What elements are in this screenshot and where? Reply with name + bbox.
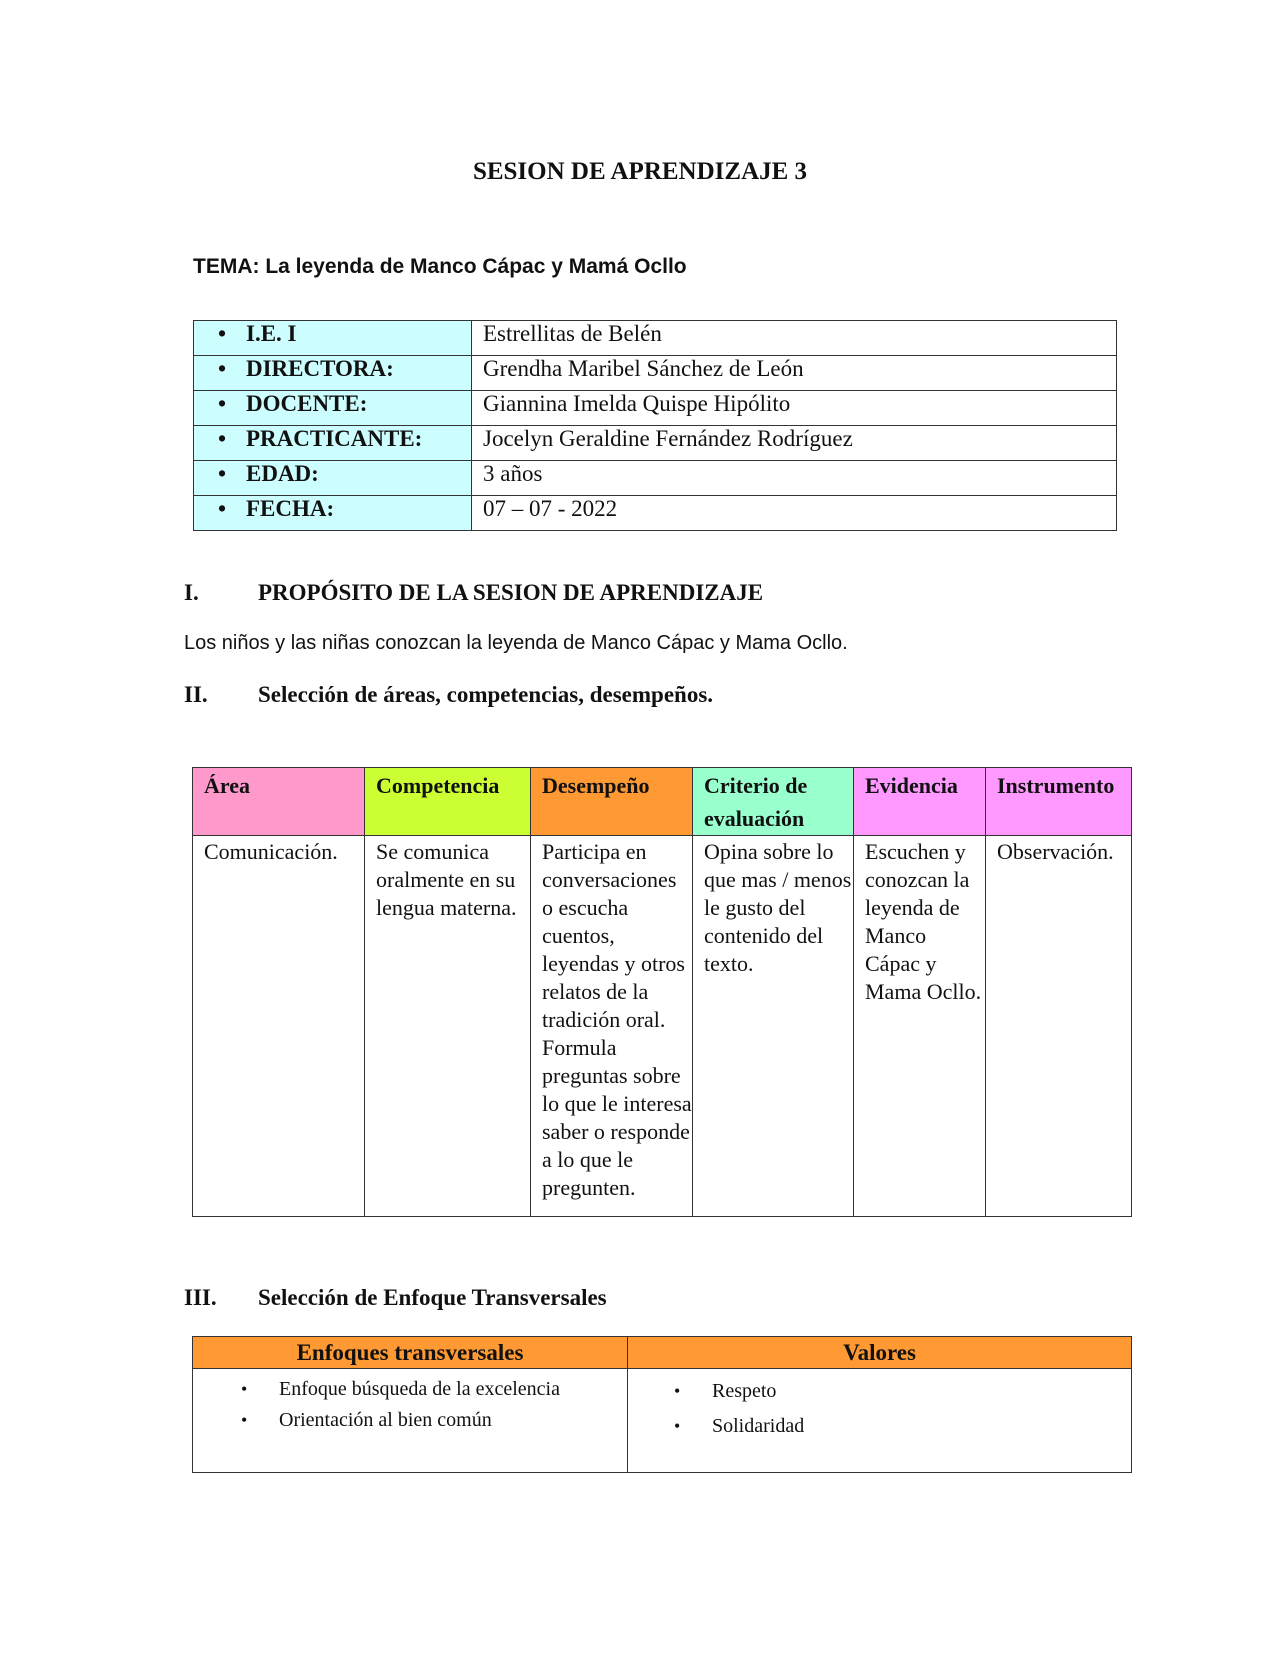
info-row	[194, 391, 1117, 426]
info-label: DIRECTORA:	[246, 356, 394, 381]
info-value: Jocelyn Geraldine Fernández Rodríguez	[472, 426, 1117, 461]
section-number: I.	[184, 580, 199, 605]
info-label: DOCENTE:	[246, 391, 368, 416]
info-row	[194, 321, 1117, 356]
bullet-icon: •	[241, 1379, 248, 1399]
enfoques-table	[192, 1336, 1132, 1473]
cell-evidencia: Escuchen y conozcan la leyenda de Manco Cápac y Mama Ocllo.	[854, 836, 986, 1217]
list-item	[241, 1375, 627, 1404]
cell-enfoques	[193, 1369, 628, 1473]
bullet-icon: •	[218, 426, 227, 451]
info-value: Giannina Imelda Quispe Hipólito	[472, 391, 1117, 426]
list-item-text: Enfoque búsqueda de la excelencia	[279, 1378, 560, 1400]
tema-heading: TEMA: La leyenda de Manco Cápac y Mamá Ocllo	[193, 255, 687, 278]
info-label-cell	[194, 496, 472, 531]
bullet-icon: •	[218, 496, 227, 521]
list-item	[674, 1409, 1131, 1444]
document-title: SESION DE APRENDIZAJE 3	[472, 158, 808, 185]
info-label-cell	[194, 321, 472, 356]
section-title: Selección de Enfoque Transversales	[258, 1285, 607, 1310]
cell-desempeno: Participa en conversaciones o escucha cuentos, leyendas y otros relatos de la tradición oral. Formula preguntas sobre lo que le interesa saber o responde a lo que le pregunten.	[531, 836, 693, 1217]
section-number: III.	[184, 1285, 217, 1310]
list-item-text: Orientación al bien común	[279, 1409, 492, 1431]
enfoques-list	[193, 1369, 627, 1435]
table-row	[193, 1369, 1132, 1473]
info-label-cell	[194, 461, 472, 496]
table-header-row	[193, 768, 1132, 836]
valores-list	[628, 1369, 1131, 1444]
bullet-icon: •	[218, 321, 227, 346]
info-label-cell	[194, 426, 472, 461]
section-title: Selección de áreas, competencias, desempeños.	[258, 682, 714, 707]
header-area: Área	[193, 768, 365, 836]
cell-criterio: Opina sobre lo que mas / menos le gusto del contenido del texto.	[693, 836, 854, 1217]
list-item-text: Respeto	[712, 1380, 777, 1402]
info-row	[194, 461, 1117, 496]
info-label-cell	[194, 356, 472, 391]
bullet-icon: •	[218, 391, 227, 416]
info-label: FECHA:	[246, 496, 335, 521]
info-value: 3 años	[472, 461, 1117, 496]
info-table	[193, 320, 1117, 531]
info-value: Grendha Maribel Sánchez de León	[472, 356, 1117, 391]
list-item-text: Solidaridad	[712, 1415, 805, 1437]
header-criterio: Criterio de evaluación	[693, 768, 854, 836]
header-instrumento: Instrumento	[986, 768, 1132, 836]
bullet-icon: •	[218, 461, 227, 486]
info-value: 07 – 07 - 2022	[472, 496, 1117, 531]
header-desempeno: Desempeño	[531, 768, 693, 836]
header-competencia: Competencia	[365, 768, 531, 836]
competencias-table	[192, 767, 1132, 1217]
table-header-row	[193, 1337, 1132, 1369]
section-title: PROPÓSITO DE LA SESION DE APRENDIZAJE	[258, 580, 764, 605]
info-label: EDAD:	[246, 461, 319, 486]
cell-instrumento: Observación.	[986, 836, 1132, 1217]
info-label: PRACTICANTE:	[246, 426, 423, 451]
header-valores: Valores	[628, 1337, 1132, 1369]
bullet-icon: •	[218, 356, 227, 381]
info-label-cell	[194, 391, 472, 426]
section-number: II.	[184, 682, 208, 707]
info-row	[194, 496, 1117, 531]
purpose-text: Los niños y las niñas conozcan la leyenda de Manco Cápac y Mama Ocllo.	[184, 632, 848, 654]
info-row	[194, 426, 1117, 461]
bullet-icon: •	[674, 1381, 681, 1401]
header-evidencia: Evidencia	[854, 768, 986, 836]
cell-area: Comunicación.	[193, 836, 365, 1217]
info-row	[194, 356, 1117, 391]
cell-valores	[628, 1369, 1132, 1473]
cell-competencia: Se comunica oralmente en su lengua materna.	[365, 836, 531, 1217]
bullet-icon: •	[241, 1410, 248, 1430]
table-row	[193, 836, 1132, 1217]
info-value: Estrellitas de Belén	[472, 321, 1117, 356]
bullet-icon: •	[674, 1416, 681, 1436]
header-enfoques: Enfoques transversales	[193, 1337, 628, 1369]
list-item	[241, 1406, 627, 1435]
list-item	[674, 1374, 1131, 1409]
info-label: I.E. I	[246, 321, 297, 346]
